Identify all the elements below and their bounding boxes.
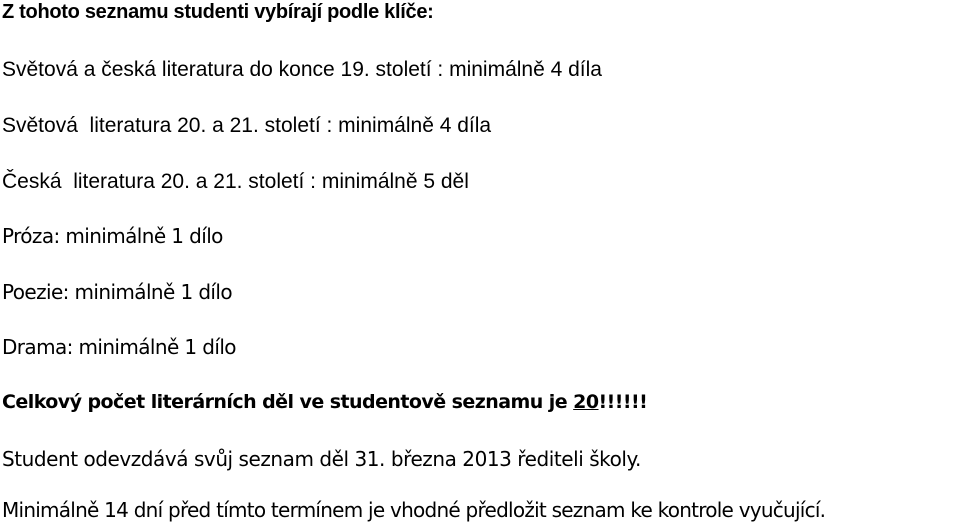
review-advice: Minimálně 14 dní před tímto termínem je vhodné předložit seznam ke kontrole vyučující. xyxy=(2,498,826,522)
requirement-world-czech-literature-19th-century: Světová a česká literatura do konce 19. století : minimálně 4 díla xyxy=(2,58,602,81)
requirement-drama: Drama: minimálně 1 dílo xyxy=(2,335,236,359)
requirement-poetry: Poezie: minimálně 1 dílo xyxy=(2,280,232,304)
total-works-prefix: Celkový počet literárních děl ve studentově seznamu je xyxy=(2,391,574,413)
requirement-czech-literature-20th-21st-century: Česká literatura 20. a 21. století : minimálně 5 děl xyxy=(2,170,469,193)
total-works-statement xyxy=(2,393,647,412)
total-works-exclamation: !!!!!! xyxy=(598,391,648,413)
total-works-number: 20 xyxy=(573,391,599,413)
requirement-world-literature-20th-21st-century: Světová literatura 20. a 21. století : minimálně 4 díla xyxy=(2,114,492,137)
submission-deadline: Student odevzdává svůj seznam děl 31. března 2013 řediteli školy. xyxy=(2,447,641,471)
requirement-prose: Próza: minimálně 1 dílo xyxy=(2,224,223,248)
document-heading: Z tohoto seznamu studenti vybírají podle klíče: xyxy=(2,1,434,23)
